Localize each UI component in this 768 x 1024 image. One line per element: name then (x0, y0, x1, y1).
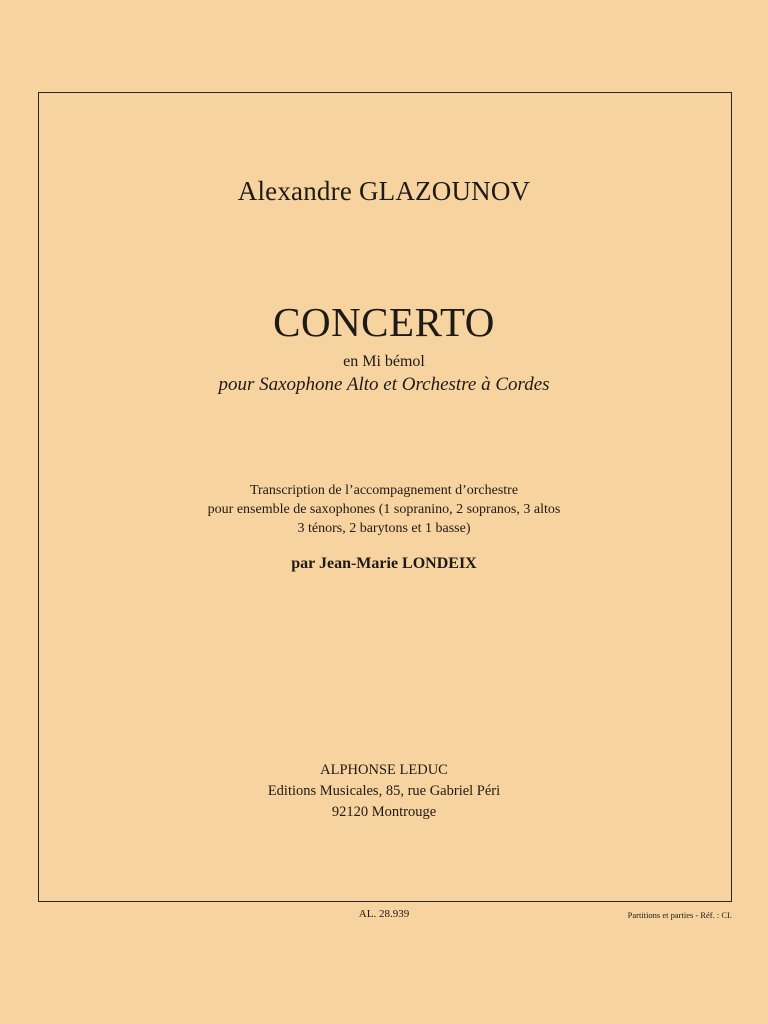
transcription-note (0, 481, 768, 538)
composer-name: Alexandre GLAZOUNOV (237, 176, 531, 206)
arranger-credit: par Jean-Marie LONDEIX (291, 555, 477, 572)
publisher-city: 92120 Montrouge (331, 804, 437, 820)
reference-note: Partitions et parties - Réf. : CI. (627, 910, 732, 920)
work-key: en Mi bémol (343, 353, 425, 370)
transcription-line: 3 ténors, 2 barytons et 1 basse) (297, 521, 471, 536)
publisher-name: ALPHONSE LEDUC (320, 762, 448, 778)
instrumentation-subtitle: pour Saxophone Alto et Orchestre à Cordes (218, 374, 550, 395)
transcription-line: pour ensemble de saxophones (1 sopranino, 2 sopranos, 3 altos (207, 502, 561, 517)
work-title: CONCERTO (273, 299, 495, 345)
publisher-block (0, 760, 768, 823)
catalog-number: AL. 28.939 (358, 908, 410, 920)
transcription-line: Transcription de l’accompagnement d’orchestre (249, 483, 519, 498)
publisher-address: Editions Musicales, 85, rue Gabriel Péri (267, 783, 501, 799)
